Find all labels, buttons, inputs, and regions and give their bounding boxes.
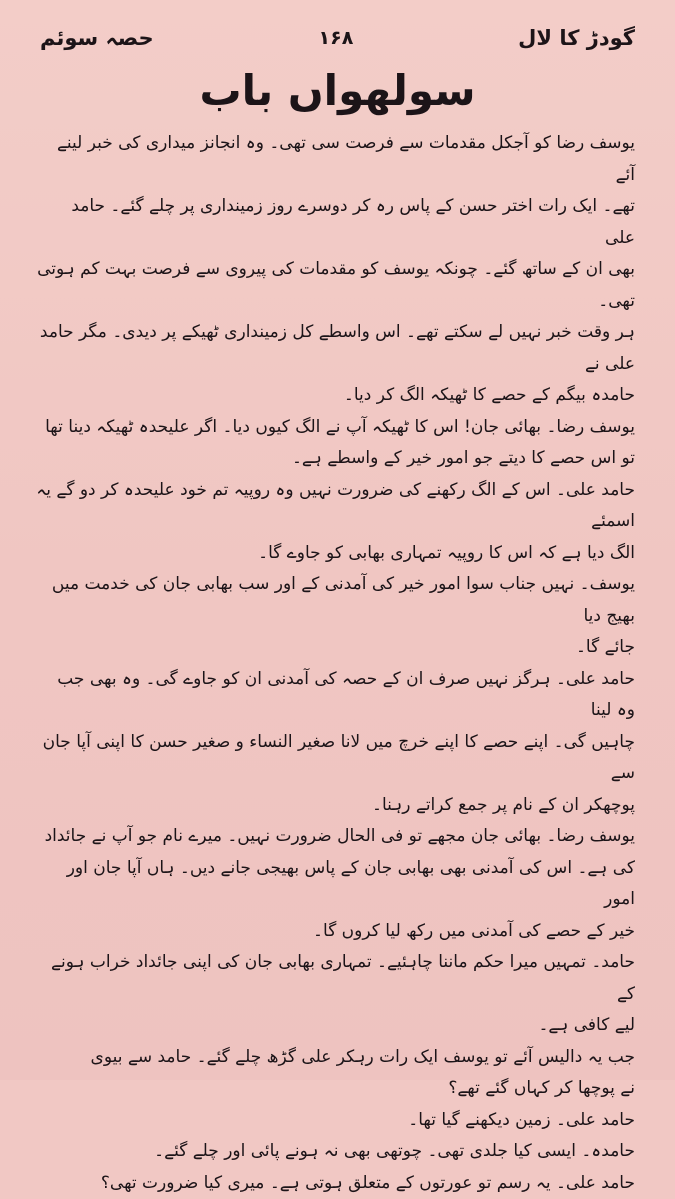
text-line: حامد۔ تمہیں میرا حکم ماننا چاہئیے۔ تمہاری بھابی جان کی اپنی جائداد خراب ہونے کے xyxy=(36,947,635,1010)
page-header xyxy=(40,18,635,58)
text-line: یوسف۔ نہیں جناب سوا امور خیر کی آمدنی کے اور سب بھابی جان کی خدمت میں بھیج دیا xyxy=(36,569,635,632)
text-line: لیے کافی ہے۔ xyxy=(36,1010,635,1042)
text-line: الگ دیا ہے کہ اس کا روپیہ تمہاری بھابی کو جاوے گا۔ xyxy=(36,538,635,570)
text-line: جب یہ دالیس آئے تو یوسف ایک رات رہکر علی گڑھ چلے گئے۔ حامد سے بیوی xyxy=(36,1042,635,1074)
text-line: حامدہ بیگم کے حصے کا ٹھیکہ الگ کر دیا۔ xyxy=(36,380,635,412)
text-line: نے پوچھا کر کہاں گئے تھے؟ xyxy=(36,1073,635,1105)
text-line: حامدہ۔ ایسی کیا جلدی تھی۔ چوتھی بھی نہ ہونے پائی اور چلے گئے۔ xyxy=(36,1136,635,1168)
text-line: بھی ان کے ساتھ گئے۔ چونکہ یوسف کو مقدمات کی پیروی سے فرصت بہت کم ہوتی تھی۔ xyxy=(36,254,635,317)
chapter-title: سولھواں باب xyxy=(0,66,675,115)
text-line: جائے گا۔ xyxy=(36,632,635,664)
text-line: حامد علی۔ زمین دیکھنے گیا تھا۔ xyxy=(36,1105,635,1137)
text-line: کی ہے۔ اس کی آمدنی بھی بھابی جان کے پاس بھیجی جانے دیں۔ ہاں آپا جان اور امور xyxy=(36,853,635,916)
text-line: یوسف رضا کو آجکل مقدمات سے فرصت سی تھی۔ وہ انجانز میداری کی خبر لینے آئے xyxy=(36,128,635,191)
text-line: یوسف رضا۔ بھائی جان مجھے تو فی الحال ضرورت نہیں۔ میرے نام جو آپ نے جائداد xyxy=(36,821,635,853)
text-line: تھے۔ ایک رات اختر حسن کے پاس رہ کر دوسرے روز زمینداری پر چلے گئے۔ حامد علی xyxy=(36,191,635,254)
text-line: پوچھکر ان کے نام پر جمع کراتے رہنا۔ xyxy=(36,790,635,822)
text-line: تو اس حصے کا دیتے جو امور خیر کے واسطے ہے۔ xyxy=(36,443,635,475)
text-line: حامد علی۔ یہ رسم تو عورتوں کے متعلق ہوتی ہے۔ میری کیا ضرورت تھی؟ xyxy=(36,1168,635,1199)
book-title: گودڑ کا لال xyxy=(518,26,635,50)
body-text xyxy=(36,128,635,1199)
page-number: ۱۶۸ xyxy=(319,27,354,49)
text-line: حامد علی۔ ہرگز نہیں صرف ان کے حصہ کی آمدنی ان کو جاوے گی۔ وہ بھی جب وہ لینا xyxy=(36,664,635,727)
text-line: خیر کے حصے کی آمدنی میں رکھ لیا کروں گا۔ xyxy=(36,916,635,948)
text-line: یوسف رضا۔ بھائی جان! اس کا ٹھیکہ آپ نے الگ کیوں دیا۔ اگر علیحدہ ٹھیکہ دینا تھا xyxy=(36,412,635,444)
section-label: حصہ سوئم xyxy=(40,26,154,50)
text-line: حامد علی۔ اس کے الگ رکھنے کی ضرورت نہیں وہ روپیہ تم خود علیحدہ کر دو گے یہ اسمئے xyxy=(36,475,635,538)
text-line: ہر وقت خبر نہیں لے سکتے تھے۔ اس واسطے کل زمینداری ٹھیکے پر دیدی۔ مگر حامد علی نے xyxy=(36,317,635,380)
text-line: چاہیں گی۔ اپنے حصے کا اپنے خرچ میں لانا صغیر النساء و صغیر حسن کا اپنی آپا جان سے xyxy=(36,727,635,790)
